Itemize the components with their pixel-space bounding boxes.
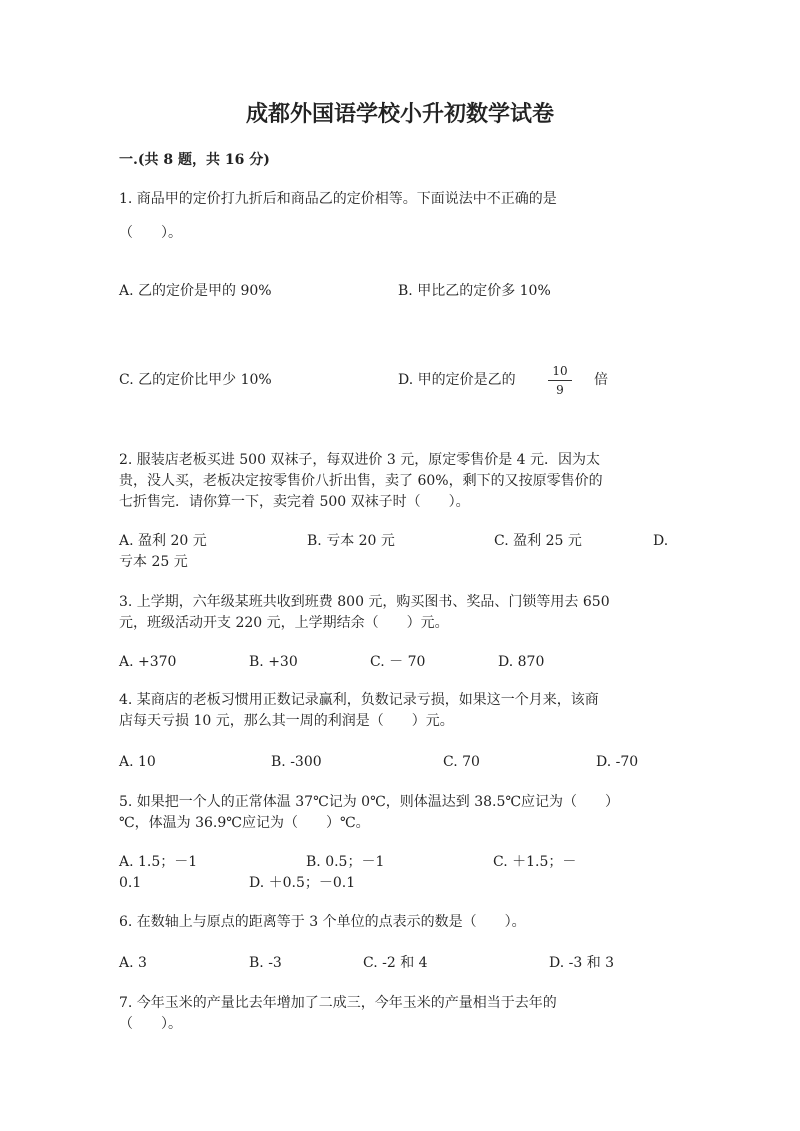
- option-b[interactable]: B. 甲比乙的定价多 10%: [398, 283, 551, 299]
- option-d[interactable]: D. 870: [498, 654, 545, 670]
- option-c[interactable]: C. ＋1.5；－: [493, 854, 577, 870]
- option-d-text: D. 甲的定价是乙的: [398, 372, 516, 388]
- option-a[interactable]: A. 3: [119, 955, 147, 971]
- option-c-continued[interactable]: 0.1: [119, 875, 142, 891]
- question-text: 3. 上学期，六年级某班共收到班费 800 元，购买图书、奖品、门锁等用去 650: [119, 594, 610, 610]
- option-b[interactable]: B. -3: [249, 955, 282, 971]
- question-text: 七折售完．请你算一下，卖完着 500 双袜子时（ ）。: [119, 494, 470, 510]
- section-heading: 一.(共 8 题，共 16 分): [119, 152, 270, 168]
- question-text: （ ）。: [119, 225, 182, 241]
- option-c[interactable]: C. － 70: [370, 654, 426, 670]
- question-text: 5. 如果把一个人的正常体温 37℃记为 0℃，则体温达到 38.5℃应记为（ ）: [119, 794, 620, 810]
- option-a[interactable]: A. 10: [119, 754, 156, 770]
- fraction: [548, 364, 572, 397]
- option-a[interactable]: A. 乙的定价是甲的 90%: [119, 283, 272, 299]
- question-text: 2. 服装店老板买进 500 双袜子，每双进价 3 元，原定零售价是 4 元．因为太: [119, 452, 601, 468]
- fraction-numerator: 10: [552, 364, 568, 378]
- option-b[interactable]: B. 0.5；－1: [306, 854, 385, 870]
- option-d[interactable]: D. -3 和 3: [549, 955, 615, 971]
- option-a[interactable]: A. 1.5；－1: [119, 854, 198, 870]
- question-text: ℃，体温为 36.9℃应记为（ ）℃。: [119, 815, 370, 831]
- question-text: 店每天亏损 10 元，那么其一周的利润是（ ）元。: [119, 713, 454, 729]
- fraction-denominator: 9: [556, 383, 564, 397]
- question-text: 6. 在数轴上与原点的距离等于 3 个单位的点表示的数是（ ）。: [119, 914, 526, 930]
- question-text: 4. 某商店的老板习惯用正数记录赢利，负数记录亏损，如果这一个月来，该商: [119, 692, 599, 708]
- option-d[interactable]: D. -70: [596, 754, 639, 770]
- page-title: 成都外国语学校小升初数学试卷: [245, 101, 554, 127]
- option-d[interactable]: D.: [653, 533, 669, 549]
- option-c[interactable]: C. -2 和 4: [363, 955, 428, 971]
- option-c[interactable]: C. 70: [443, 754, 480, 770]
- option-d-continued[interactable]: 亏本 25 元: [119, 554, 188, 570]
- option-c[interactable]: C. 盈利 25 元: [494, 533, 582, 549]
- question-text: （ ）。: [119, 1016, 182, 1032]
- option-d-suffix: 倍: [594, 372, 608, 388]
- question-text: 贵，没人买，老板决定按零售价八折出售，卖了 60%，剩下的又按原零售价的: [119, 473, 603, 489]
- fraction-bar: [548, 380, 572, 381]
- question-text: 元，班级活动开支 220 元，上学期结余（ ）元。: [119, 615, 449, 631]
- option-a[interactable]: A. 盈利 20 元: [119, 533, 207, 549]
- option-a[interactable]: A. +370: [119, 654, 177, 670]
- question-text: 7. 今年玉米的产量比去年增加了二成三，今年玉米的产量相当于去年的: [119, 995, 557, 1011]
- option-d[interactable]: D. ＋0.5；－0.1: [249, 875, 356, 891]
- option-b[interactable]: B. -300: [271, 754, 322, 770]
- option-b[interactable]: B. 亏本 20 元: [307, 533, 395, 549]
- question-text: 1. 商品甲的定价打九折后和商品乙的定价相等。下面说法中不正确的是: [119, 191, 557, 207]
- option-b[interactable]: B. +30: [249, 654, 298, 670]
- option-c[interactable]: C. 乙的定价比甲少 10%: [119, 372, 272, 388]
